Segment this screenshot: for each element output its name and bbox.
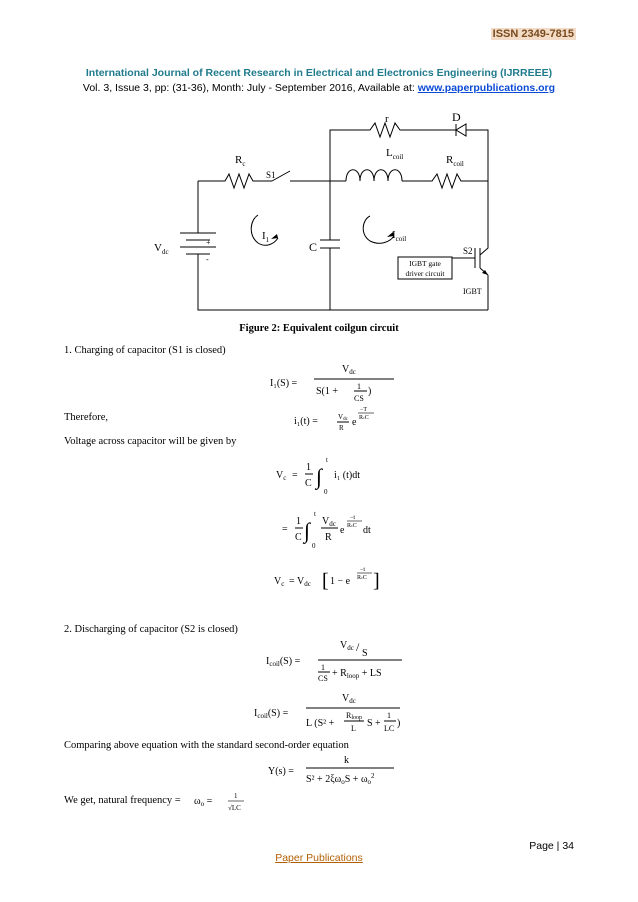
voltage-text: Voltage across capacitor will be given by <box>64 436 237 447</box>
publisher-link[interactable]: Paper Publications <box>275 852 363 864</box>
svg-text:]: ] <box>373 570 380 592</box>
svg-text:1: 1 <box>321 663 325 672</box>
svg-text:0: 0 <box>312 542 316 550</box>
issn-badge: ISSN 2349-7815 <box>492 28 574 40</box>
svg-text:0: 0 <box>324 488 328 496</box>
label-driver-1: IGBT gate <box>409 259 441 268</box>
resistor-rc <box>198 174 272 188</box>
svg-text:Vdc: $V_{dc}$ <box>340 640 354 652</box>
svg-text:i₁ (t)dt: i₁ (t)dt <box>334 470 360 481</box>
svg-text:): ) <box>397 718 401 729</box>
current-arrow-icoil <box>363 216 394 243</box>
svg-text:∫: ∫ <box>316 464 323 489</box>
svg-text:Icoil(S) =: $I_{coil}(S)$ = <box>254 708 289 720</box>
svg-text:i₁(t) =: i₁(t) = <box>294 416 318 427</box>
svg-text:R: R <box>339 424 344 432</box>
svg-text:C: C <box>295 532 302 543</box>
svg-text:1: 1 <box>234 792 238 800</box>
inductor-lcoil <box>346 170 402 181</box>
resistor-rcoil <box>402 174 488 188</box>
label-driver-2: driver circuit <box>405 269 445 278</box>
svg-text:−T: −T <box>360 407 368 413</box>
svg-text:S: S <box>362 648 368 659</box>
label-lcoil: $L_{coil}$ <box>386 147 404 161</box>
svg-text:k: k <box>344 755 349 766</box>
svg-text:L: L <box>351 724 356 733</box>
label-s2: S2 <box>463 246 473 256</box>
label-rcoil: $R_{coil}$ <box>446 154 464 168</box>
svg-text:I₁(S) =: I₁(S) = <box>270 378 298 389</box>
svg-text:+ Rloop + LS: + $R_{loop}$ + LS <box>332 668 382 680</box>
svg-text:S² + 2ξωoS + ωo2: $S^2 + 2\xi\omega_oS + \omega_o^2$ <box>306 772 375 786</box>
we-get-text: We get, natural frequency = <box>64 795 181 806</box>
svg-text:Rloop: Rloop <box>346 711 363 721</box>
equation-i1-t <box>294 402 414 434</box>
label-icoil: $I_{coil}$ <box>392 229 407 243</box>
svg-text:C: C <box>305 478 312 489</box>
svg-text:1: 1 <box>357 382 361 391</box>
svg-text:L (S² +: L (S² + <box>306 718 335 729</box>
svg-text:RcC: RcC <box>347 523 357 529</box>
equation-vc-integral <box>276 450 396 498</box>
equation-vc-result <box>274 560 384 600</box>
svg-text:1: 1 <box>306 462 311 473</box>
svg-text:−t: −t <box>350 515 356 521</box>
svg-text:dt: dt <box>363 525 371 536</box>
svg-text:): ) <box>368 386 372 397</box>
svg-text:= Vdc: = $V_{dc}$ <box>289 576 311 588</box>
volume-text: Vol. 3, Issue 3, pp: (31-36), Month: July - September 2016, Available at: <box>82 82 418 94</box>
svg-text:t: t <box>314 510 316 518</box>
svg-text:e: e <box>352 417 357 428</box>
label-d: D <box>452 110 461 124</box>
equation-icoil-2 <box>254 688 404 738</box>
svg-text:[: [ <box>322 570 329 592</box>
svg-text:R: R <box>325 532 332 543</box>
svg-text:√LC: √LC <box>228 804 241 812</box>
coilgun-circuit-diagram <box>150 110 510 320</box>
svg-text:∫: ∫ <box>304 518 311 543</box>
label-plus: + <box>206 238 211 247</box>
equation-vc-expanded <box>282 504 402 552</box>
equation-standard-form <box>268 752 398 788</box>
label-i1: $I_1$ <box>262 230 270 244</box>
label-c: C <box>309 240 318 254</box>
equation-i1-s <box>270 358 400 408</box>
svg-text:−t: −t <box>360 567 366 573</box>
svg-text:ωo =: $\omega_o$ = <box>194 796 213 808</box>
comparing-text: Comparing above equation with the standard second-order equation <box>64 740 349 751</box>
item-2-heading: 2. Discharging of capacitor (S2 is closed) <box>64 624 238 635</box>
label-rc: $R_c$ <box>235 154 246 168</box>
journal-url-link[interactable]: www.paperpublications.org <box>417 82 556 94</box>
svg-text:Vc: $V_c$ <box>274 576 285 588</box>
volume-info <box>0 82 638 94</box>
journal-title: International Journal of Recent Research in Electrical and Electronics Engineering (IJRREEE) <box>85 67 553 79</box>
svg-text:t: t <box>326 456 328 464</box>
svg-text:Vdc: $V_{dc}$ <box>342 693 356 705</box>
equation-natural-frequency <box>194 788 254 814</box>
label-vdc: $V_{dc}$ <box>154 242 169 256</box>
label-s1: S1 <box>266 170 276 180</box>
svg-text:/: / <box>356 640 360 654</box>
item-1-heading: 1. Charging of capacitor (S1 is closed) <box>64 345 226 356</box>
svg-text:S(1 +: S(1 + <box>316 386 339 397</box>
page-number: Page | 34 <box>529 840 574 852</box>
svg-text:1: 1 <box>296 516 301 527</box>
battery-symbol <box>180 233 216 254</box>
svg-text:Vc: $V_c$ <box>276 470 287 482</box>
svg-text:e: e <box>340 525 345 536</box>
svg-text:CS: CS <box>318 674 328 683</box>
svg-text:LC: LC <box>384 724 395 733</box>
label-igbt: IGBT <box>463 287 482 296</box>
label-r: r <box>385 113 389 125</box>
svg-text:1: 1 <box>387 711 391 720</box>
svg-text:CS: CS <box>354 394 364 403</box>
figure-caption: Figure 2: Equivalent coilgun circuit <box>239 323 399 334</box>
svg-text:Vdc: $V_{dc}$ <box>342 364 356 376</box>
svg-text:RcC: RcC <box>357 575 367 581</box>
svg-text:Vdc: Vdc <box>338 413 348 422</box>
capacitor-c <box>320 181 340 310</box>
label-minus: - <box>206 255 209 264</box>
diode-d <box>456 124 466 136</box>
svg-text:Icoil(S) =: $I_{coil}(S)$ = <box>266 656 301 668</box>
svg-text:Y(s) =: Y(s) = <box>268 766 294 777</box>
svg-text:RcC: RcC <box>359 415 369 421</box>
svg-text:=: = <box>292 470 298 481</box>
svg-text:S +: S + <box>367 718 381 729</box>
equation-icoil-1 <box>266 636 406 686</box>
svg-text:Vdc: $V_{dc}$ <box>322 516 336 528</box>
therefore-text: Therefore, <box>64 412 109 423</box>
svg-text:=: = <box>282 524 288 535</box>
svg-text:1 − e: 1 − e <box>330 576 351 587</box>
